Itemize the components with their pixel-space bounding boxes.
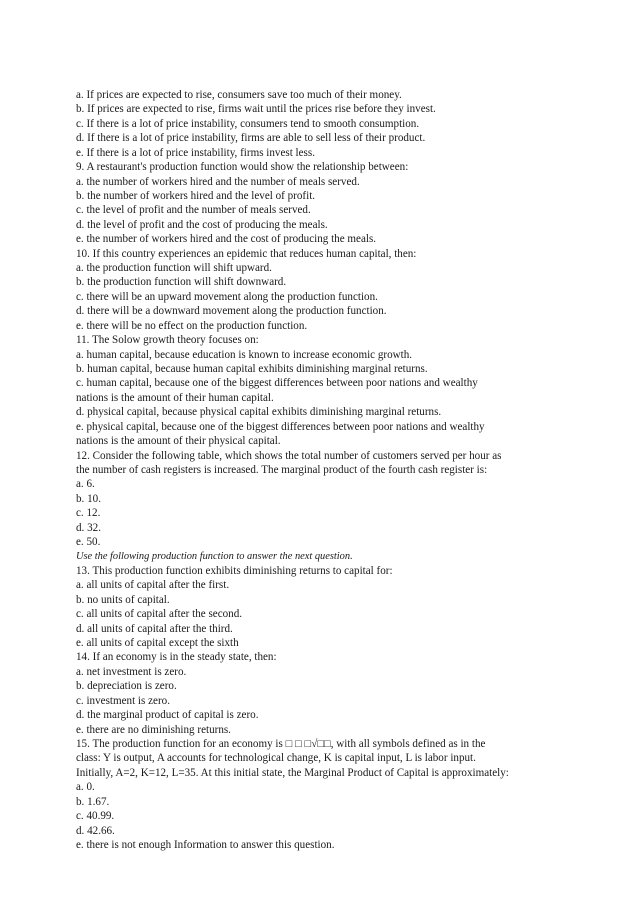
q10-option-a: a. the production function will shift upward. — [76, 262, 272, 275]
q14-option-d: d. the marginal product of capital is zero. — [76, 709, 259, 722]
q11-option-c-cont: nations is the amount of their human capital. — [76, 391, 274, 404]
q11-option-e: e. physical capital, because one of the biggest differences between poor nations and wealthy — [76, 420, 485, 433]
q15-option-e: e. there is not enough Information to answer this question. — [76, 838, 335, 851]
q12-option-e: e. 50. — [76, 536, 101, 549]
q11-option-d: d. physical capital, because physical capital exhibits diminishing marginal returns. — [76, 406, 442, 419]
q12-option-c: c. 12. — [76, 507, 101, 520]
q10-option-c: c. there will be an upward movement along the production function. — [76, 290, 378, 303]
q9-option-b: b. the number of workers hired and the level of profit. — [76, 189, 316, 202]
question-15: 15. The production function for an economy is □ □ □√□□, with all symbols defined as in the — [76, 737, 486, 750]
q14-option-c: c. investment is zero. — [76, 694, 170, 707]
question-12: 12. Consider the following table, which shows the total number of customers served per hour as — [76, 449, 502, 462]
question-14: 14. If an economy is in the steady state, then: — [76, 651, 277, 664]
q14-option-a: a. net investment is zero. — [76, 665, 187, 678]
question-12-cont: the number of cash registers is increased. The marginal product of the fourth cash register is: — [76, 463, 488, 476]
q10-option-d: d. there will be a downward movement along the production function. — [76, 305, 387, 318]
q8-option-a: a. If prices are expected to rise, consumers save too much of their money. — [76, 89, 402, 101]
question-10: 10. If this country experiences an epidemic that reduces human capital, then: — [76, 247, 417, 260]
q11-option-b: b. human capital, because human capital exhibits diminishing marginal returns. — [76, 363, 428, 376]
question-9: 9. A restaurant's production function would show the relationship between: — [76, 161, 409, 174]
q13-option-e: e. all units of capital except the sixth — [76, 637, 239, 650]
q9-option-a: a. the number of workers hired and the number of meals served. — [76, 175, 360, 188]
q15-option-b: b. 1.67. — [76, 795, 110, 808]
q8-option-e: e. If there is a lot of price instability, firms invest less. — [76, 146, 315, 159]
production-function-instruction: Use the following production function to answer the next question. — [76, 550, 353, 562]
q11-option-e-cont: nations is the amount of their physical capital. — [76, 435, 281, 448]
q12-option-a: a. 6. — [76, 478, 95, 491]
q10-option-b: b. the production function will shift downward. — [76, 276, 287, 289]
q10-option-e: e. there will be no effect on the production function. — [76, 319, 308, 332]
q8-option-d: d. If there is a lot of price instability, firms are able to sell less of their product. — [76, 132, 426, 145]
q13-option-b: b. no units of capital. — [76, 593, 170, 606]
question-15-cont-2: Initially, A=2, K=12, L=35. At this initial state, the Marginal Product of Capital is approximately: — [76, 766, 509, 779]
q15-option-c: c. 40.99. — [76, 810, 115, 823]
question-15-cont-1: class: Y is output, A accounts for technological change, K is capital input, L is labor input. — [76, 752, 476, 765]
q9-option-d: d. the level of profit and the cost of producing the meals. — [76, 218, 328, 231]
q8-option-c: c. If there is a lot of price instability, consumers tend to smooth consumption. — [76, 117, 420, 130]
q15-option-a: a. 0. — [76, 781, 95, 794]
q9-option-e: e. the number of workers hired and the cost of producing the meals. — [76, 233, 377, 246]
q11-option-a: a. human capital, because education is known to increase economic growth. — [76, 348, 413, 361]
document-page — [76, 88, 576, 852]
question-11: 11. The Solow growth theory focuses on: — [76, 334, 259, 347]
q14-option-e: e. there are no diminishing returns. — [76, 723, 231, 736]
q13-option-c: c. all units of capital after the second. — [76, 608, 243, 621]
question-13: 13. This production function exhibits diminishing returns to capital for: — [76, 564, 393, 577]
q14-option-b: b. depreciation is zero. — [76, 680, 177, 693]
q8-option-b: b. If prices are expected to rise, firms wait until the prices rise before they invest. — [76, 103, 436, 116]
q11-option-c: c. human capital, because one of the biggest differences between poor nations and wealthy — [76, 377, 478, 390]
q9-option-c: c. the level of profit and the number of meals served. — [76, 204, 311, 217]
q13-option-d: d. all units of capital after the third. — [76, 622, 233, 635]
q12-option-d: d. 32. — [76, 521, 101, 534]
q12-option-b: b. 10. — [76, 492, 101, 505]
q15-option-d: d. 42.66. — [76, 824, 115, 837]
q13-option-a: a. all units of capital after the first. — [76, 579, 230, 592]
